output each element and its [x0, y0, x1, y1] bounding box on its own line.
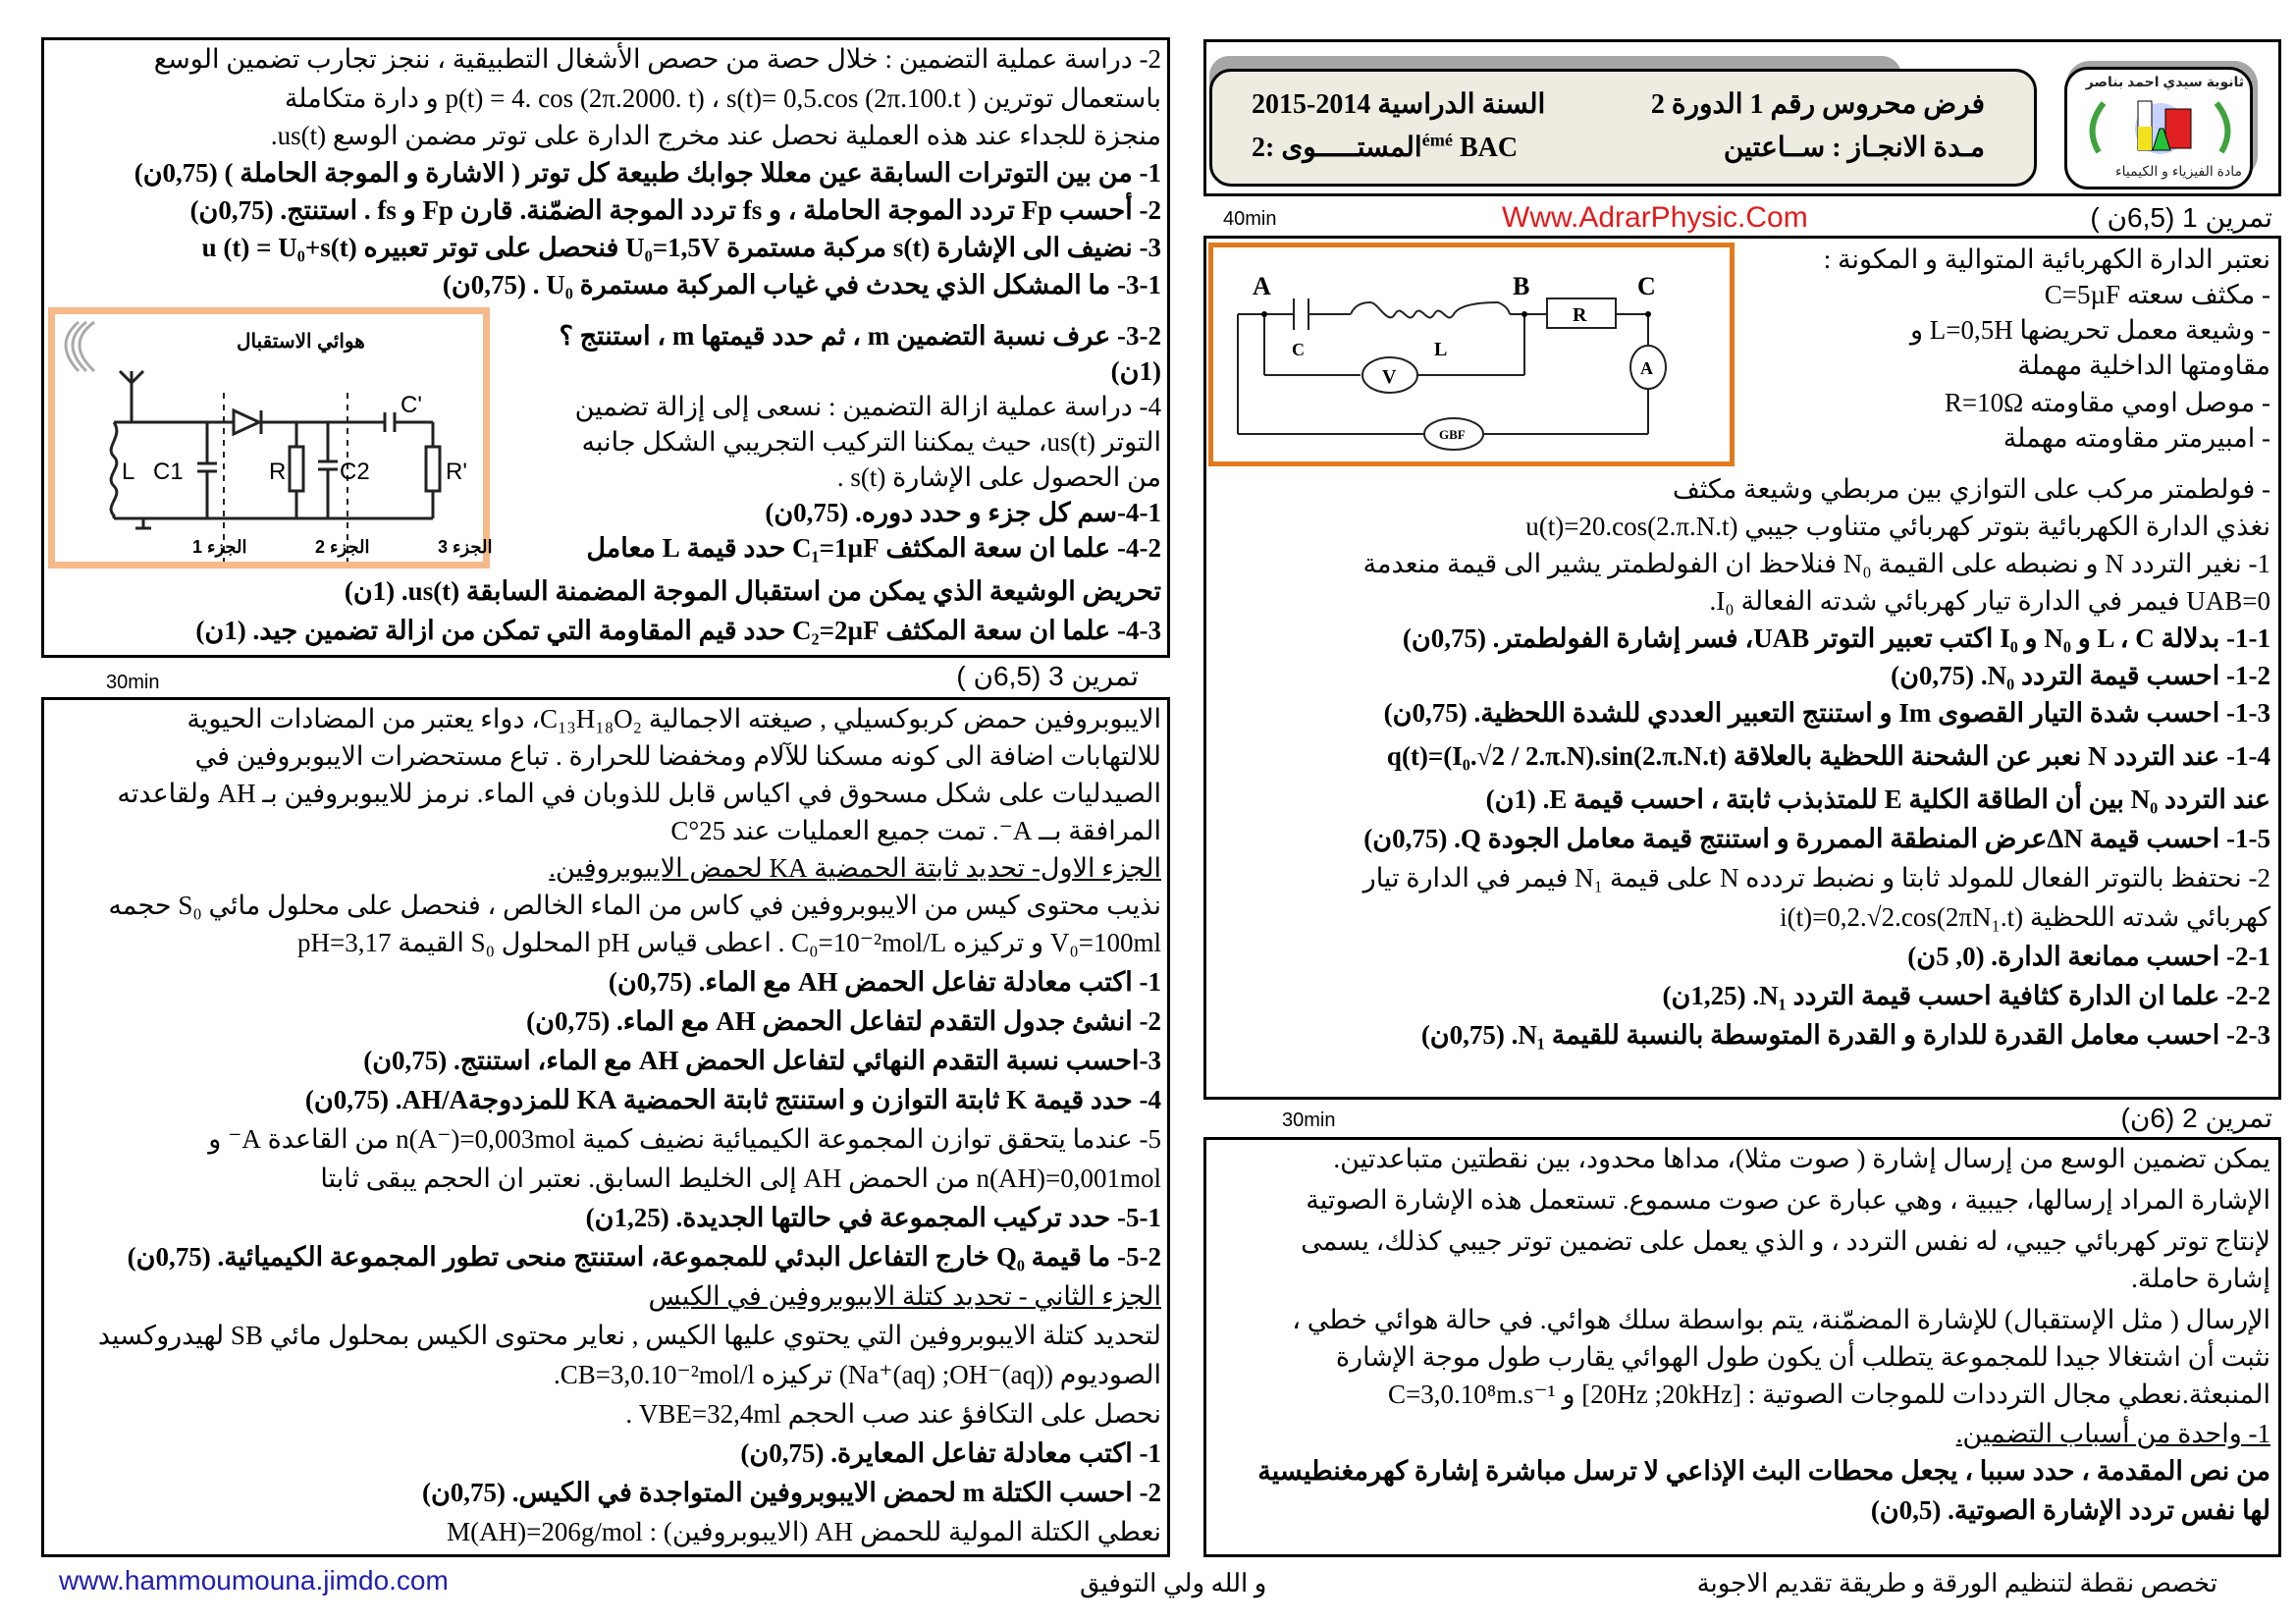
r-label: R — [269, 459, 287, 485]
ex3-line: لتحديد كتلة الايبوبروفين التي يحتوي عليها الكيس , نعاير محتوى الكيس بمحلول مائي SB لهيدروكسيد — [97, 1321, 1161, 1350]
ex3-question: 4- حدد قيمة K ثابتة التوازن و استنتج ثابتة الحمضية KA للمزدوجةAH/A. (0,75ن) — [304, 1085, 1161, 1114]
ex2-subtitle: 1- واحدة من أسباب التضمين. — [1955, 1419, 2270, 1448]
ex1-line: نغذي الدارة الكهربائية بتوتر كهربائي متناوب جيبي u(t)=20.cos(2.π.N.t) — [1525, 512, 2270, 541]
exercise-1-box — [1203, 236, 2281, 1100]
ex2-question: من نص المقدمة ، حدد سببا ، يجعل محطات البث الإذاعي لا ترسل مباشرة إشارة كهرمغنطيسية — [1257, 1456, 2270, 1486]
exercise-3-title: تمرين 3 (6,5ن ) — [956, 661, 1139, 691]
footer-closing: و الله ولي التوفيق — [1080, 1569, 1267, 1597]
footer-note: تخصص نقطة لتنظيم الورقة و طريقة تقديم الاجوبة — [1696, 1569, 2217, 1597]
ex2c-question: 3-1- ما المشكل الذي يحدث في غياب المركبة مستمرة U₀ . (0,75ن) — [442, 270, 1161, 299]
ex3-line: للالتهابات اضافة الى كونه مسكنا للآلام ومخفضا للحرارة . تباع مستحضرات الايبوبروفين في — [194, 741, 1161, 771]
ex3-line: V₀=100ml و تركيزه C₀=10⁻²mol/L . اعطى قياس pH المحلول S₀ القيمة pH=3,17 — [297, 928, 1161, 957]
demodulation-circuit-diagram — [48, 307, 493, 568]
ex2c-question: 3- نضيف الى الإشارة s(t) مركبة مستمرة U₀=1,5V فنحصل على توتر تعبيره u (t) = U₀+s(t) — [201, 233, 1161, 262]
ammeter-label: A — [1640, 358, 1653, 378]
ex1-line: - موصل اومي مقاومته R=10Ω — [1944, 388, 2270, 417]
ex3-line: المرافقة بــ A⁻. تمت جميع العمليات عند 25°C — [670, 816, 1161, 845]
ex1-question: 1-5- احسب قيمة ΔNعرض المنطقة الممررة و استنتج قيمة معامل الجودة Q. (0,75ن) — [1363, 824, 2270, 853]
level-bac: BAC — [1452, 133, 1519, 163]
ex1-question: 2-1- احسب ممانعة الدارة. (0, 5ن) — [1907, 942, 2270, 971]
ex1-question: 1-2- احسب قيمة التردد N₀. (0,75ن) — [1891, 661, 2270, 690]
ex3-line: 5- عندما يتحقق توازن المجموعة الكيميائية نضيف كمية n(A⁻)=0,003mol من القاعدة A⁻ و — [208, 1124, 1161, 1154]
ex3-question: 2- انشئ جدول التقدم لتفاعل الحمض AH مع الماء. (0,75ن) — [526, 1006, 1161, 1036]
antenna-label: هوائي الاستقبال — [237, 331, 365, 352]
exercise-2-duration: 30min — [1282, 1110, 1336, 1131]
ex2-line: الإرسال ( مثل الإستقبال) للإشارة المضمّنة، يتم بواسطة سلك هوائي. في حالة هوائي خطي ، — [1292, 1305, 2270, 1334]
ex2c-question: 3-2- عرف نسبة التضمين m ، ثم حدد قيمتها m ، استنتج ؟ — [559, 321, 1161, 351]
ex2c-question: 1- من بين التوترات السابقة عين معللا جوابك طبيعة كل توتر ( الاشارة و الموجة الحاملة ) (0,75ن) — [133, 158, 1161, 188]
resistor-label: R — [1573, 304, 1587, 326]
ex1-question: عند التردد N₀ بين أن الطاقة الكلية E للمتذبذب ثابتة ، احسب قيمة E. (1ن) — [1485, 785, 2270, 814]
website-link-bottom[interactable]: www.hammoumouna.jimdo.com — [59, 1565, 449, 1596]
ex2c-line: 4- دراسة عملية ازالة التضمين : نسعى إلى إزالة تضمين — [574, 392, 1161, 421]
website-link-top[interactable]: Www.AdrarPhysic.Com — [1502, 201, 1808, 234]
ex3-question: 3-احسب نسبة التقدم النهائي لتفاعل الحمض AH مع الماء، استنتج. (0,75ن) — [363, 1046, 1161, 1075]
ex3-line: نذيب محتوى كيس من الايبوبروفين في كاس من الماء الخالص ، فنحصل على محلول مائي S₀ حجمه — [108, 891, 1161, 920]
ex3-line: نعطي الكتلة المولية للحمض AH (الايبوبروفين) : M(AH)=206g/mol — [447, 1517, 1161, 1546]
ex3-part1-title: الجزء الاول- تحديد ثابتة الحمضية KA لحمض الايبوبروفين. — [549, 853, 1161, 883]
ex2-line: نثبت أن اشتغالا جيدا للمجموعة يتطلب أن يكون طول الهوائي يقارب طول موجة الإشارة — [1335, 1342, 2270, 1372]
node-a-label: A — [1253, 272, 1271, 300]
ex3-line: نحصل على التكافؤ عند صب الحجم VBE=32,4ml . — [625, 1399, 1161, 1429]
exam-title: فرض محروس رقم 1 الدورة 2 — [1650, 89, 1985, 120]
ex1-line: - مكثف سعته C=5µF — [2044, 280, 2270, 309]
ex2c-line: باستعمال توترين ( p(t) = 4. cos (2π.2000. t) ، s(t)= 0,5.cos (2π.100.t و دارة متكاملة — [284, 83, 1161, 113]
exam-duration: مـدة الانجـاز : ســاعتين — [1723, 133, 1985, 163]
ex2c-line: منجزة للجداء عند هذه العملية نحصل عند مخرج الدارة على توتر مضمن الوسع us(t). — [270, 121, 1161, 150]
school-logo — [2064, 67, 2253, 189]
exercise-3-box — [41, 697, 1170, 1557]
ex1-question: 1-1- بدلالة L ، C و N₀ و I₀ اكتب تعبير التوتر UAB، فسر إشارة الفولطمتر. (0,75ن) — [1402, 623, 2270, 653]
lab-glassware-icon — [2079, 93, 2241, 160]
ex2c-question: 2- أحسب Fp تردد الموجة الحاملة ، و fs تردد الموجة الضمّنة. قارن Fp و fs . استنتج. (0,75ن) — [189, 195, 1161, 225]
l-label: L — [122, 459, 135, 485]
voltmeter-label: V — [1382, 366, 1397, 388]
demodulation-circuit-svg — [55, 314, 493, 562]
exercise-2-title: تمرين 2 (6ن) — [2120, 1103, 2272, 1133]
level — [1252, 131, 1518, 164]
ex3-line: الصوديوم (Na⁺(aq) ;OH⁻(aq)) تركيزه CB=3,0.10⁻²mol/l. — [553, 1360, 1161, 1389]
ex2-line: يمكن تضمين الوسع من إرسال إشارة ( صوت مثلا)، مداها محدود، بين نقطتين متباعدتين. — [1333, 1144, 2270, 1173]
exercise-2-box — [1203, 1137, 2281, 1557]
ex2c-question: 4-2- علما ان سعة المكثف C₁=1µF حدد قيمة L معامل — [586, 533, 1161, 563]
ex2c-line: التوتر us(t)، حيث يمكننا التركيب التجريبي الشكل جانبه — [581, 427, 1161, 457]
ex1-line: - وشيعة معمل تحريضها L=0,5H و — [1909, 315, 2270, 345]
ex1-line: نعتبر الدارة الكهربائية المتوالية و المكونة : — [1823, 244, 2270, 274]
ex1-line: - فولطمتر مركب على التوازي بين مربطي وشيعة مكثف — [1672, 474, 2270, 504]
school-year: السنة الدراسية 2014-2015 — [1252, 89, 1546, 120]
exercise-2-continued-box — [41, 37, 1170, 658]
ex2c-question: 4-3- علما ان سعة المكثف C₂=2µF حدد قيم المقاومة التي تمكن من ازالة تضمين جيد. (1ن) — [195, 616, 1161, 645]
node-b-label: B — [1513, 272, 1530, 300]
ex1-question: 2-2- علما ان الدارة كثافية احسب قيمة التردد N₁. (1,25ن) — [1662, 981, 2270, 1010]
coil-label: L — [1434, 339, 1448, 360]
ex3-line: الصيدليات على شكل مسحوق في اكياس قابل للذوبان في الماء. نرمز للايبوبروفين بـ AH ولقاعدته — [117, 779, 1161, 808]
ex1-question: 2-3- احسب معامل القدرة للدارة و القدرة المتوسطة بالنسبة للقيمة N₁. (0,75ن) — [1420, 1020, 2270, 1050]
ex1-question: 1-4- عند التردد N نعبر عن الشحنة اللحظية بالعلاقة q(t)=(I₀.√2 / 2.π.N).sin(2.π.N.t) — [1386, 741, 2270, 771]
school-name: ثانوية سيدي احمد بناصر — [2085, 74, 2244, 89]
ex2-line: المنبعثة.نعطي مجال الترددات للموجات الصوتية : [20Hz ;20kHz] و C=3,0.10⁸m.s⁻¹ — [1388, 1380, 2270, 1409]
rlc-circuit-diagram — [1208, 243, 1735, 466]
capacitor-label: C — [1292, 340, 1305, 359]
ex2c-line: من الحصول على الإشارة s(t) . — [836, 462, 1161, 492]
ex2c-line: 2- دراسة عملية التضمين : خلال حصة من حصص الأشغال التطبيقية ، ننجز تجارب تضمين الوسع — [153, 44, 1161, 74]
exercise-1-title: تمرين 1 (6,5ن ) — [2090, 202, 2272, 233]
ex3-question: 5-2- ما قيمة Q₀ خارج التفاعل البدئي للمجموعة، استنتج منحى تطور المجموعة الكيميائية. (0,75ن) — [127, 1242, 1161, 1272]
ex3-line: n(AH)=0,001mol من الحمض AH إلى الخليط السابق. نعتبر ان الحجم يبقى ثابتا — [320, 1164, 1161, 1193]
c2-label: C2 — [340, 459, 370, 485]
ex1-line: 1- نغير التردد N و نضبطه على القيمة N₀ فنلاحظ ان الفولطمتر يشير الى قيمة منعدمة — [1362, 549, 2270, 578]
ex2-line: لإنتاج توتر كهربائي جيبي، له نفس التردد ، و الذي يعمل على تضمين توتر جيبي كذلك، يسمى — [1301, 1226, 2270, 1256]
ex2c-question: تحريض الوشيعة الذي يمكن من استقبال الموجة المضمنة السابقة us(t). (1ن) — [344, 576, 1161, 606]
ex1-line: مقاومتها الداخلية مهملة — [2017, 351, 2270, 380]
rlc-circuit-svg — [1213, 247, 1730, 461]
ex2-line: الإشارة المراد إرسالها، جيبية ، وهي عبارة عن صوت مسموع. تستعمل هذه الإشارة الصوتية — [1306, 1185, 2270, 1215]
header-panel — [1209, 69, 2037, 187]
ex1-line: كهربائي شدته اللحظية i(t)=0,2.√2.cos(2πN₁.t) — [1780, 902, 2270, 932]
node-c-label: C — [1637, 272, 1656, 300]
ex2-question: لها نفس تردد الإشارة الصوتية. (0,5ن) — [1870, 1495, 2270, 1525]
exercise-1-duration: 40min — [1223, 208, 1277, 230]
part-2-label: الجزء 2 — [315, 537, 370, 557]
ex2c-question: 4-1-سم كل جزء و حدد دوره. (0,75ن) — [765, 498, 1161, 527]
ex2-line: إشارة حاملة. — [2131, 1264, 2270, 1293]
level-sup: émé — [1421, 130, 1453, 150]
ex1-line: - امبيرمتر مقاومته مهملة — [2002, 423, 2270, 453]
ex1-line: UAB=0 فيمر في الدارة تيار كهربائي شدته الفعالة I₀. — [1709, 586, 2270, 616]
ex1-question: 1-3- احسب شدة التيار القصوى Im و استنتج التعبير العددي للشدة اللحظية. (0,75ن) — [1383, 698, 2270, 728]
c-prime-label: C' — [400, 392, 422, 418]
ex3-question: 5-1- حدد تركيب المجموعة في حالتها الجديدة. (1,25ن) — [585, 1203, 1161, 1232]
r-prime-label: R' — [446, 459, 467, 485]
part-3-label: الجزء 3 — [438, 537, 493, 557]
ex3-part2-title: الجزء الثاني - تحديد كتلة الايبوبروفين في الكيس — [648, 1281, 1161, 1311]
ex3-question: 2- احسب الكتلة m لحمض الايبوبروفين المتواجدة في الكيس. (0,75ن) — [421, 1478, 1161, 1507]
generator-label: GBF — [1439, 427, 1466, 442]
ex3-question: 1- اكتب معادلة تفاعل الحمض AH مع الماء. (0,75ن) — [608, 967, 1161, 997]
exercise-3-duration: 30min — [106, 672, 160, 693]
subject-label: مادة الفيزياء و الكيمياء — [2115, 163, 2242, 179]
ex2c-question: (1ن) — [1110, 356, 1161, 386]
c1-label: C1 — [153, 459, 184, 485]
ex1-line: 2- نحتفظ بالتوتر الفعال للمولد ثابتا و نضبط تردده N على قيمة N₁ فيمر في الدارة تيار — [1362, 863, 2270, 893]
ex3-line: الايبوبروفين حمض كربوكسيلي , صيغته الاجمالية C₁₃H₁₈O₂، دواء يعتبر من المضادات الحيوية — [187, 704, 1161, 733]
level-label: المستـــــوى :2 — [1252, 133, 1422, 163]
ex3-question: 1- اكتب معادلة تفاعل المعايرة. (0,75ن) — [740, 1438, 1161, 1468]
part-1-label: الجزء 1 — [192, 537, 247, 557]
